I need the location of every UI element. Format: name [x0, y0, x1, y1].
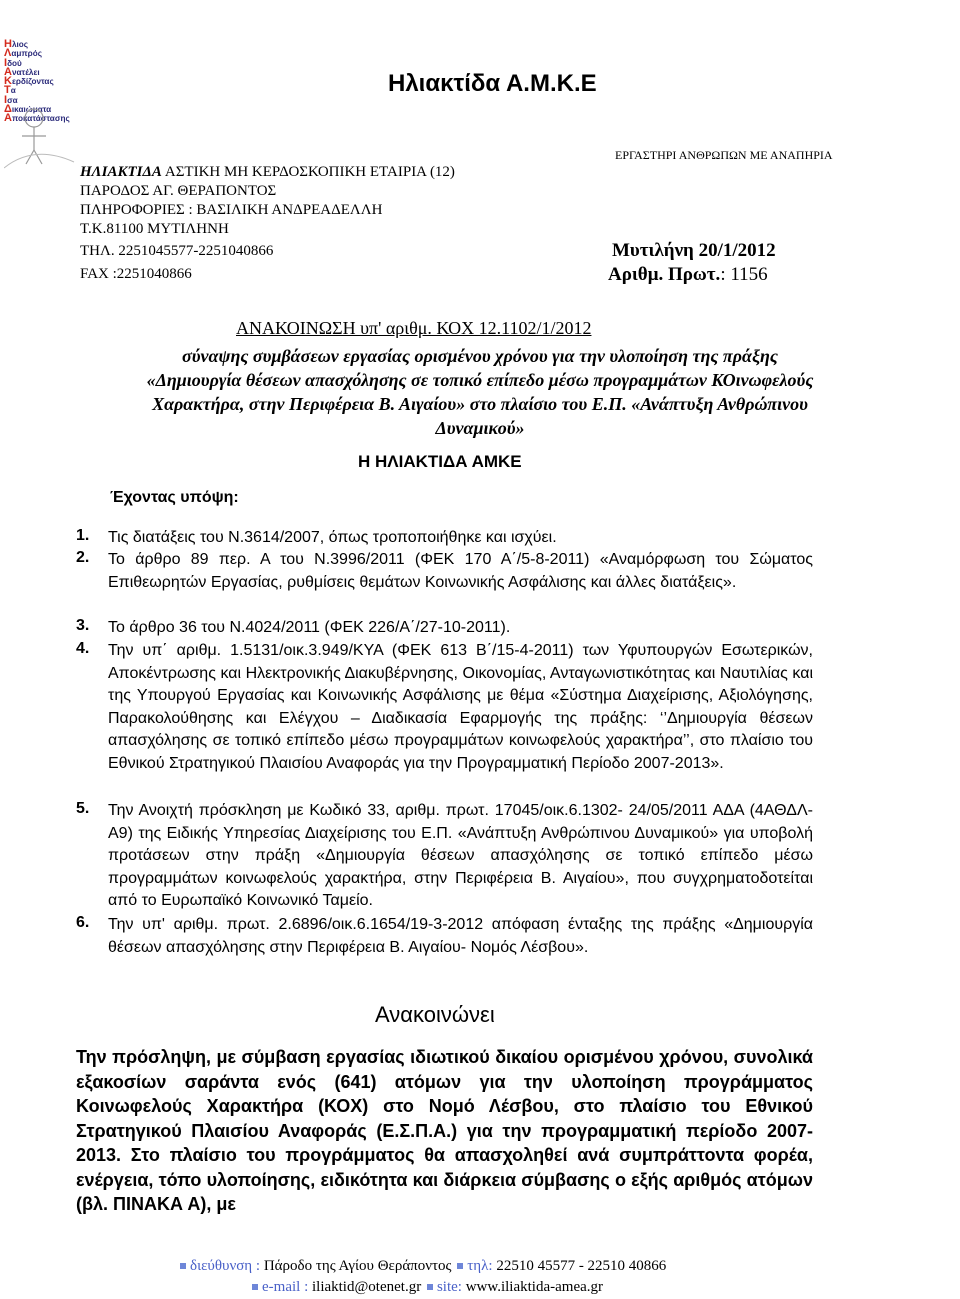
- protocol-value: : 1156: [720, 264, 768, 285]
- legal-basis-item: Την υπ΄ αριθμ. 1.5131/οικ.3.949/ΚΥΑ (ΦΕΚ 613 Β΄/15-4-2011) των Υφυπουργών Εσωτερικών, Αποκέντρωσης και Ηλεκτρονικής Διακυβέρνησης, Οικονομίας, Ανταγωνιστικότητας και Ναυτιλίας και της Υπουργού Εργασίας και Κοινωνικής Ασφάλισης με θέμα «Σύστημα Διαχείρισης, Αξιολόγησης, Παρακολούθησης και Ελέγχου – Διαδικασία Εφαρμογής της πράξης: ‘’Δημιουργία θέσεων απασχόλησης σε τοπικό επίπεδο μέσω προγραμμάτων κοινωφελούς χαρακτήρα’’, στο πλαίσιο του Εθνικού Στρατηγικού Πλαισίου Αναφοράς για την Προγραμματική Περίοδο 2007-2013».: [108, 642, 813, 772]
- legal-basis-item: Το άρθρο 36 του Ν.4024/2011 (ΦΕΚ 226/Α΄/27-10-2011).: [108, 619, 511, 636]
- having-regard-label: Έχοντας υπόψη:: [110, 489, 239, 506]
- header-subtitle: ΕΡΓΑΣΤΗΡΙ ΑΝΘΡΩΠΩΝ ΜΕ ΑΝΑΠΗΡΙΑ: [615, 148, 833, 162]
- subject-line: σύναψης συμβάσεων εργασίας ορισμένου χρόνου για την υλοποίηση της πράξης: [182, 346, 778, 366]
- logo-line: Ισα: [4, 93, 18, 106]
- bullet-square-icon: [457, 1263, 463, 1269]
- address-line: ΠΑΡΟΔΟΣ ΑΓ. ΘΕΡΑΠΟΝΤΟΣ: [80, 183, 277, 199]
- organization-type: ΑΣΤΙΚΗ ΜΗ ΚΕΡΔΟΣΚΟΠΙΚΗ ΕΤΑΙΡΙΑ (12): [161, 164, 455, 180]
- logo-line: Αποκατάστασης: [4, 112, 70, 125]
- footer-phone: 22510 45577 - 22510 40866: [492, 1258, 667, 1274]
- footer-web-line: [250, 1279, 603, 1296]
- info-line: ΠΛΗΡΟΦΟΡΙΕΣ : ΒΑΣΙΛΙΚΗ ΑΝΔΡΕΑΔΕΛΛΗ: [80, 202, 383, 218]
- legal-basis-item: Την υπ' αριθμ. πρωτ. 2.6896/οικ.6.1654/19-3-2012 απόφαση ένταξης της πράξης «Δημιουργία θέσεων απασχόλησης στην Περιφέρεια Β. Αιγαίου- Νομός Λέσβου».: [108, 916, 813, 956]
- footer-contact-line: [178, 1258, 666, 1275]
- announcement-body: Την πρόσληψη, με σύμβαση εργασίας ιδιωτικού δικαίου ορισμένου χρόνου, συνολικά εξακοσίων σαράντα ενός (641) ατόμων για την υλοποίηση προγράμματος Κοινωφελούς Χαρακτήρα (ΚΟΧ) στο Νομό Λέσβου, στο πλαίσιο του Εθνικού Στρατηγικού Πλαισίου Αναφοράς (Ε.Σ.Π.Α.) για την προγραμματική περίοδο 2007-2013. Στο πλαίσιο του προγράμματος θα απασχοληθεί ανά συμπράττοντα φορέα, ενέργεια, τόπο υλοποίησης, ειδικότητα και διάρκεια σύμβασης ο εξής αριθμός ατόμων (βλ. ΠΙΝΑΚΑ Α), με: [76, 1047, 813, 1214]
- item-number: 1.: [76, 527, 90, 544]
- footer-email[interactable]: iliaktid@otenet.gr: [308, 1279, 425, 1295]
- legal-basis-item: Την Ανοιχτή πρόσκληση με Κωδικό 33, αριθμ. πρωτ. 17045/οικ.6.1302- 24/05/2011 ΑΔΑ (4ΑΘΔΛ-Α9) της Ειδικής Υπηρεσίας Διαχείρισης του Ε.Π. «Ανάπτυξη Ανθρώπινου Δυναμικού» για υποβολή προτάσεων στην πράξη «Δημιουργία θέσεων απασχόλησης σε τοπικό επίπεδο μέσω προγραμμάτων κοινωφελούς χαρακτήρα, στην Περιφέρεια Β. Αιγαίου», που συγχρηματοδοτείται από το Ευρωπαϊκό Κοινωνικό Ταμείο.: [108, 802, 813, 909]
- protocol-label: Αριθμ. Πρωτ.: [608, 264, 721, 285]
- footer-email-label: e-mail :: [262, 1279, 309, 1295]
- logo-line: Ιδού: [4, 56, 22, 69]
- logo-line: Κερδίζοντας: [4, 75, 54, 88]
- date-place: Μυτιλήνη 20/1/2012: [612, 240, 776, 261]
- item-number: 3.: [76, 617, 90, 634]
- logo-line: Ανατέλει: [4, 65, 40, 78]
- issuing-organization: Η ΗΛΙΑΚΤΙΔΑ ΑΜΚΕ: [358, 452, 522, 471]
- item-number: 5.: [76, 800, 90, 817]
- bullet-square-icon: [252, 1284, 258, 1290]
- logo-line: Τα: [4, 84, 16, 97]
- organization-line: [80, 164, 455, 181]
- footer-site-label: site:: [436, 1279, 462, 1295]
- page-title: Ηλιακτίδα Α.Μ.Κ.Ε: [388, 70, 597, 97]
- bullet-square-icon: [427, 1284, 433, 1290]
- footer-phone-label: τηλ:: [467, 1258, 493, 1274]
- announcement-heading: ΑΝΑΚΟΙΝΩΣΗ υπ' αριθμ. ΚΟΧ 12.1102/1/2012: [236, 318, 592, 338]
- item-number: 4.: [76, 640, 90, 657]
- logo-figure-icon: [4, 40, 86, 170]
- fax-line: FAX :2251040866: [80, 266, 192, 282]
- subject-line: Χαρακτήρα, στην Περιφέρεια Β. Αιγαίου» στο πλαίσιο του Ε.Π. «Ανάπτυξη Ανθρώπινου: [152, 394, 808, 414]
- organization-name: ΗΛΙΑΚΤΙΔΑ: [80, 164, 162, 180]
- bullet-square-icon: [180, 1263, 186, 1269]
- logo-line: Ηλιος: [4, 38, 29, 50]
- phone-line: ΤΗΛ. 2251045577-2251040866: [80, 243, 274, 259]
- item-number: 2.: [76, 549, 90, 566]
- footer-address-label: διεύθυνση :: [190, 1258, 261, 1274]
- organization-logo: [4, 40, 86, 170]
- footer-site[interactable]: www.iliaktida-amea.gr: [461, 1279, 604, 1295]
- item-number: 6.: [76, 914, 90, 931]
- protocol-number: [608, 264, 768, 286]
- subject-line: Δυναμικού»: [435, 418, 525, 438]
- footer-address: Πάροδο της Αγίου Θεράποντος: [260, 1258, 456, 1274]
- subject-line: «Δημιουργία θέσεων απασχόλησης σε τοπικό επίπεδο μέσω προγραμμάτων ΚΟινωφελούς: [146, 370, 814, 390]
- legal-basis-item: Τις διατάξεις του Ν.3614/2007, όπως τροποποιήθηκε και ισχύει.: [108, 529, 557, 546]
- postal-line: Τ.Κ.81100 ΜΥΤΙΛΗΝΗ: [80, 221, 229, 237]
- logo-line: Δικαιώματα: [4, 103, 52, 116]
- legal-basis-item: Το άρθρο 89 περ. Α του Ν.3996/2011 (ΦΕΚ 170 Α΄/5-8-2011) «Αναμόρφωση του Σώματος Επιθεωρητών Εργασίας, ρυθμίσεις θεμάτων Κοινωνικής Ασφάλισης και άλλες διατάξεις».: [108, 551, 813, 591]
- logo-line: Λαμπρός: [4, 47, 42, 60]
- announces-heading: Ανακοινώνει: [375, 1002, 495, 1027]
